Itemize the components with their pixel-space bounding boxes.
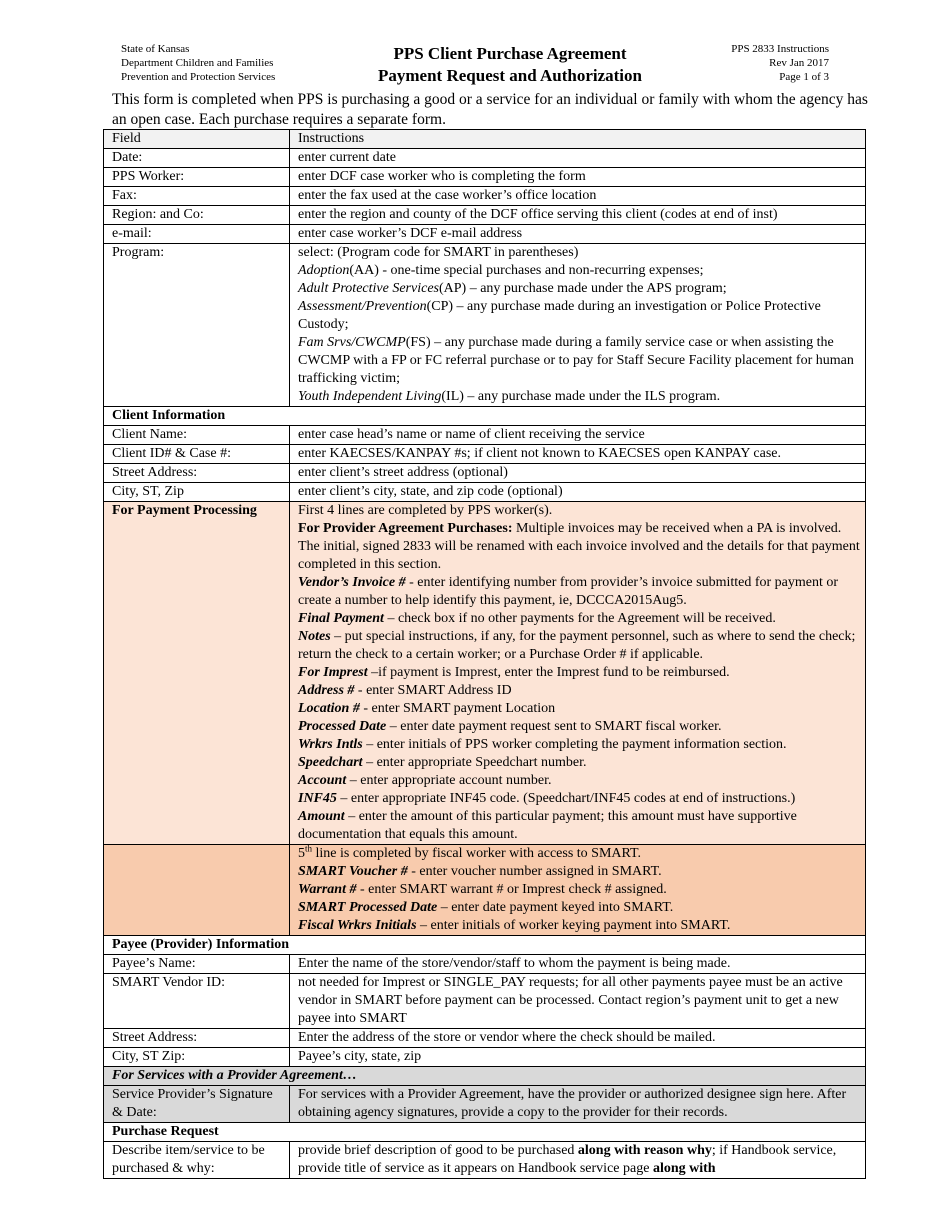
item-label: Amount: [298, 809, 345, 824]
program-name: Adoption: [298, 263, 350, 278]
fiscal-processing-row: [104, 845, 866, 936]
fiscal-item: [298, 881, 860, 899]
table-row: [104, 187, 866, 206]
payment-item: [298, 700, 860, 718]
item-label: For Imprest: [298, 665, 368, 680]
section-header-purchase: [104, 1123, 866, 1142]
section-title: Purchase Request: [104, 1123, 866, 1142]
payment-instructions: [290, 502, 866, 845]
item-text: – enter initials of PPS worker completing the payment information section.: [362, 737, 787, 752]
revision-date: Rev Jan 2017: [769, 57, 829, 69]
agency-line: Prevention and Protection Services: [121, 71, 276, 83]
payment-item: [298, 718, 860, 736]
item-text: - enter identifying number from provider’s invoice submitted for payment or create a number to help identify this payment, ie, DCCCA2015Aug5.: [298, 575, 839, 608]
title-line-2: Payment Request and Authorization: [378, 66, 642, 85]
empty-cell: [104, 845, 290, 936]
table-row: [104, 149, 866, 168]
item-text: – check box if no other payments for the Agreement will be received.: [383, 611, 776, 626]
table-row: [104, 955, 866, 974]
item-label: Location #: [298, 701, 360, 716]
field-label: Service Provider’s Signature & Date:: [104, 1086, 290, 1123]
item-label: Fiscal Wrkrs Initials: [298, 918, 417, 933]
instruction-text: enter client’s street address (optional): [290, 464, 866, 483]
item-text: – enter initials of worker keying payment into SMART.: [416, 918, 731, 933]
intro-paragraph: This form is completed when PPS is purchasing a good or a service for an individual or family with whom the agency has an open case. Each purchase requires a separate form.: [112, 91, 868, 128]
payment-item: [298, 610, 860, 628]
item-label: Final Payment: [298, 611, 384, 626]
table-header-row: [104, 130, 866, 149]
column-header-field: Field: [104, 130, 290, 149]
field-label: Date:: [104, 149, 290, 168]
instruction-text: Enter the address of the store or vendor where the check should be mailed.: [290, 1029, 866, 1048]
payment-item: [298, 682, 860, 700]
payment-item: [298, 628, 860, 664]
item-text: - enter voucher number assigned in SMART.: [407, 864, 662, 879]
payment-item: [298, 736, 860, 754]
item-label: INF45: [298, 791, 337, 806]
table-row: [104, 483, 866, 502]
program-desc: (FS) – any purchase made during a family service case or when assisting the CWCMP with a FP or FC referral purchase or to pay for Staff Secure Facility placement for human trafficking victim;: [298, 335, 854, 386]
instruction-text: enter DCF case worker who is completing the form: [290, 168, 866, 187]
table-row: [104, 464, 866, 483]
program-name: Adult Protective Services: [298, 281, 439, 296]
item-text: – enter appropriate INF45 code. (Speedchart/INF45 codes at end of instructions.): [336, 791, 796, 806]
fiscal-instructions: [290, 845, 866, 936]
field-label: PPS Worker:: [104, 168, 290, 187]
field-label: Region: and Co:: [104, 206, 290, 225]
item-label: SMART Voucher #: [298, 864, 408, 879]
instruction-text: For services with a Provider Agreement, have the provider or authorized designee sign here. After obtaining agency signatures, provide a copy to the provider for their records.: [290, 1086, 866, 1123]
program-row: [104, 244, 866, 407]
table-row: [104, 225, 866, 244]
item-text: - enter SMART Address ID: [354, 683, 512, 698]
field-label: Client Name:: [104, 426, 290, 445]
program-desc: (AP) – any purchase made under the APS program;: [438, 281, 727, 296]
fifth-line: [298, 845, 860, 863]
field-label: Fax:: [104, 187, 290, 206]
item-label: Address #: [298, 683, 355, 698]
item-text: – enter appropriate Speedchart number.: [362, 755, 587, 770]
table-row: [104, 426, 866, 445]
field-label: City, ST, Zip: [104, 483, 290, 502]
field-label: For Payment Processing: [104, 502, 290, 845]
instruction-text: [290, 1142, 866, 1179]
fifth-text: line is completed by fiscal worker with access to SMART.: [312, 846, 642, 861]
instruction-text: Payee’s city, state, zip: [290, 1048, 866, 1067]
table-row: [104, 974, 866, 1029]
payment-item: [298, 772, 860, 790]
instruction-text: enter the fax used at the case worker’s office location: [290, 187, 866, 206]
field-label: Street Address:: [104, 1029, 290, 1048]
item-label: Vendor’s Invoice #: [298, 575, 406, 590]
purchase-text-2: ; if Handbook service, provide title of service as it appears on Handbook service page: [298, 1143, 837, 1176]
program-item: [298, 388, 860, 406]
payment-item: [298, 754, 860, 772]
instruction-text: enter case worker’s DCF e-mail address: [290, 225, 866, 244]
instruction-text: enter the region and county of the DCF office serving this client (codes at end of inst): [290, 206, 866, 225]
program-intro: select: (Program code for SMART in parentheses): [298, 245, 579, 260]
program-item: [298, 298, 860, 334]
field-label: e-mail:: [104, 225, 290, 244]
column-header-instructions: Instructions: [290, 130, 866, 149]
item-label: Account: [298, 773, 347, 788]
program-desc: (CP) – any purchase made during an investigation or Police Protective Custody;: [298, 299, 821, 332]
payment-item: [298, 574, 860, 610]
item-label: Wrkrs Intls: [298, 737, 363, 752]
item-text: - enter SMART warrant # or Imprest check # assigned.: [356, 882, 667, 897]
instruction-text: enter client’s city, state, and zip code (optional): [290, 483, 866, 502]
agency-line: Department Children and Families: [121, 57, 274, 69]
program-item: [298, 280, 860, 298]
page-number: Page 1 of 3: [779, 71, 829, 83]
table-row: [104, 445, 866, 464]
program-desc: (IL) – any purchase made under the ILS program.: [441, 389, 721, 404]
section-title: For Services with a Provider Agreement…: [104, 1067, 866, 1086]
instructions-table: [103, 129, 866, 1179]
field-label: Program:: [104, 244, 290, 407]
program-desc: (AA) - one-time special purchases and non-recurring expenses;: [349, 263, 704, 278]
page-title: [340, 43, 680, 87]
program-name: Assessment/Prevention: [298, 299, 427, 314]
section-header-client: [104, 407, 866, 426]
program-item: [298, 262, 860, 280]
table-row: [104, 168, 866, 187]
section-title: Client Information: [104, 407, 866, 426]
field-label: City, ST Zip:: [104, 1048, 290, 1067]
field-label: Describe item/service to be purchased & why:: [104, 1142, 290, 1179]
fifth-num: 5: [298, 846, 305, 861]
field-label: Payee’s Name:: [104, 955, 290, 974]
pa-label: For Provider Agreement Purchases:: [298, 521, 513, 536]
item-text: – enter date payment keyed into SMART.: [437, 900, 674, 915]
table-row: [104, 1048, 866, 1067]
item-text: –if payment is Imprest, enter the Imprest fund to be reimbursed.: [367, 665, 730, 680]
item-text: – enter the amount of this particular payment; this amount must have supportive documentation that equals this amount.: [298, 809, 797, 842]
section-header-provider: [104, 1067, 866, 1086]
instruction-text: Enter the name of the store/vendor/staff to whom the payment is being made.: [290, 955, 866, 974]
instruction-text: not needed for Imprest or SINGLE_PAY requests; for all other payments payee must be an active vendor in SMART before payment can be processed. Contact region’s payment unit to get a new payee into SMART: [290, 974, 866, 1029]
item-label: SMART Processed Date: [298, 900, 438, 915]
item-label: Speedchart: [298, 755, 363, 770]
item-text: - enter SMART payment Location: [359, 701, 556, 716]
table-row: [104, 206, 866, 225]
payment-processing-row: [104, 502, 866, 845]
instruction-text: enter case head’s name or name of client receiving the service: [290, 426, 866, 445]
purchase-bold-1: along with reason why: [577, 1143, 712, 1158]
field-label: Client ID# & Case #:: [104, 445, 290, 464]
section-header-payee: [104, 936, 866, 955]
item-label: Notes: [298, 629, 331, 644]
program-name: Youth Independent Living: [298, 389, 442, 404]
payment-item: [298, 664, 860, 682]
fiscal-item: [298, 917, 860, 935]
item-text: – put special instructions, if any, for the payment personnel, such as where to send the check; return the check to a certain worker; or a Purchase Order # if applicable.: [298, 629, 856, 662]
table-row: [104, 1029, 866, 1048]
agency-block: [121, 42, 275, 84]
field-label: Street Address:: [104, 464, 290, 483]
form-number: PPS 2833 Instructions: [731, 43, 829, 55]
purchase-bold-2: along with: [652, 1161, 716, 1176]
program-name: Fam Srvs/CWCMP: [298, 335, 406, 350]
table-row: [104, 1086, 866, 1123]
instruction-text: enter current date: [290, 149, 866, 168]
item-text: – enter appropriate account number.: [346, 773, 552, 788]
payment-first: First 4 lines are completed by PPS worker(s).: [298, 503, 553, 518]
payment-item: [298, 790, 860, 808]
item-text: – enter date payment request sent to SMART fiscal worker.: [386, 719, 722, 734]
payment-pa-item: [298, 520, 860, 574]
field-label: SMART Vendor ID:: [104, 974, 290, 1029]
program-item: [298, 334, 860, 388]
pa-text: Multiple invoices may be received when a PA is involved. The initial, signed 2833 will be renamed with each invoice involved and the details for that payment completed in this section.: [298, 521, 860, 572]
fiscal-item: [298, 863, 860, 881]
form-info: [680, 42, 829, 84]
fiscal-item: [298, 899, 860, 917]
purchase-text-1: provide brief description of good to be purchased: [298, 1143, 578, 1158]
program-instructions: [290, 244, 866, 407]
fifth-sup: th: [305, 843, 313, 854]
item-label: Processed Date: [298, 719, 387, 734]
title-line-1: PPS Client Purchase Agreement: [393, 44, 627, 63]
instruction-text: enter KAECSES/KANPAY #s; if client not known to KAECSES open KANPAY case.: [290, 445, 866, 464]
section-title: Payee (Provider) Information: [104, 936, 866, 955]
item-label: Warrant #: [298, 882, 357, 897]
table-row: [104, 1142, 866, 1179]
agency-line: State of Kansas: [121, 43, 190, 55]
payment-item: [298, 808, 860, 844]
